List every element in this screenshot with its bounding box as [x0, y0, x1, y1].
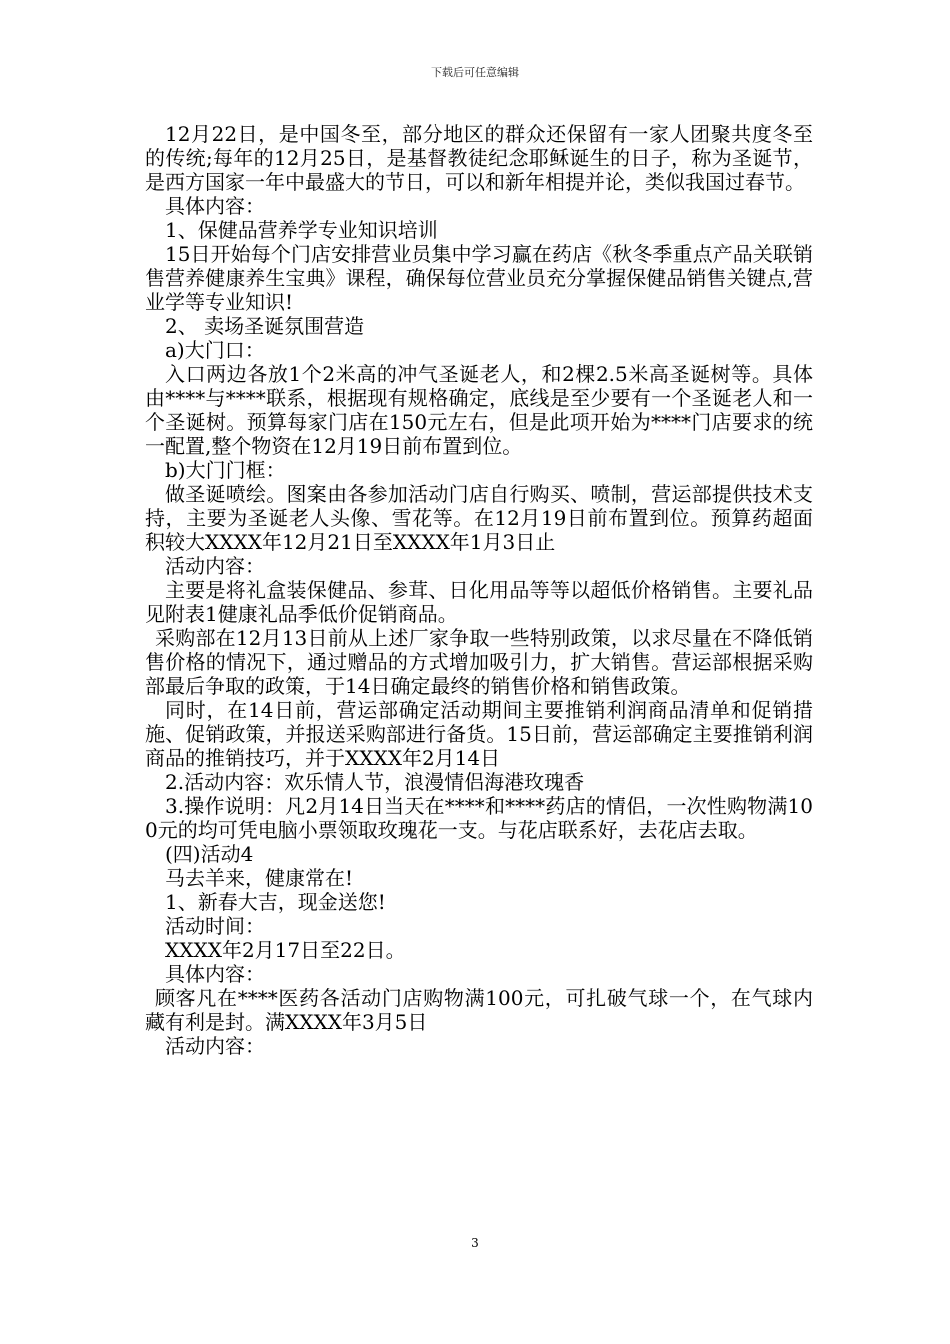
paragraph: 活动内容： [165, 1034, 265, 1058]
paragraph: 2.活动内容：欢乐情人节，浪漫情侣海港玫瑰香 [165, 770, 585, 794]
paragraph: 具体内容： [165, 962, 265, 986]
page-header: 下载后可任意编辑 [431, 66, 519, 79]
paragraph: a)大门口： [165, 338, 265, 362]
paragraph: 12月22日，是中国冬至，部分地区的群众还保留有一家人团聚共度冬至的传统;每年的12月25日，是基督教徒纪念耶稣诞生的日子，称为圣诞节，是西方国家一年中最盛大的节日，可以和新年相提并论，类似我国过春节。 [145, 122, 813, 194]
paragraph: 主要是将礼盒装保健品、参茸、日化用品等等以超低价格销售。主要礼品见附表1健康礼品季低价促销商品。 [145, 578, 813, 626]
paragraph: 采购部在12月13日前从上述厂家争取一些特别政策，以求尽量在不降低销售价格的情况下，通过赠品的方式增加吸引力，扩大销售。营运部根据采购部最后争取的政策，于14日确定最终的销售价格和销售政策。 [145, 626, 813, 698]
paragraph: 3.操作说明：凡2月14日当天在****和****药店的情侣，一次性购物满100元的均可凭电脑小票领取玫瑰花一支。与花店联系好，去花店去取。 [145, 794, 813, 842]
paragraph: XXXX年2月17日至22日。 [165, 938, 406, 962]
paragraph: 活动内容： [165, 554, 265, 578]
page-number: 3 [471, 1236, 479, 1250]
paragraph: 马去羊来，健康常在! [165, 866, 354, 890]
paragraph: 活动时间： [165, 914, 265, 938]
paragraph: 2、 卖场圣诞氛围营造 [165, 314, 365, 338]
paragraph: 具体内容： [165, 194, 265, 218]
paragraph: 顾客凡在****医药各活动门店购物满100元，可扎破气球一个，在气球内藏有利是封。满XXXX年3月5日 [145, 986, 813, 1034]
paragraph: (四)活动4 [165, 842, 254, 866]
paragraph: 15日开始每个门店安排营业员集中学习赢在药店《秋冬季重点产品关联销售营养健康养生宝典》课程，确保每位营业员充分掌握保健品销售关键点,营业学等专业知识! [145, 242, 813, 314]
paragraph: 入口两边各放1个2米高的冲气圣诞老人，和2棵2.5米高圣诞树等。具体由****与****联系，根据现有规格确定，底线是至少要有一个圣诞老人和一个圣诞树。预算每家门店在150元左右，但是此项开始为****门店要求的统一配置,整个物资在12月19日前布置到位。 [145, 362, 813, 458]
paragraph: 1、保健品营养学专业知识培训 [165, 218, 438, 242]
document-body [145, 122, 813, 1058]
paragraph: b)大门门框： [165, 458, 286, 482]
paragraph: 1、新春大吉，现金送您! [165, 890, 386, 914]
paragraph: 做圣诞喷绘。图案由各参加活动门店自行购买、喷制，营运部提供技术支持，主要为圣诞老人头像、雪花等。在12月19日前布置到位。预算药超面积较大XXXX年12月21日至XXXX年1月3日止 [145, 482, 813, 554]
paragraph: 同时，在14日前，营运部确定活动期间主要推销利润商品清单和促销措施、促销政策，并报送采购部进行备货。15日前，营运部确定主要推销利润商品的推销技巧，并于XXXX年2月14日 [145, 698, 813, 770]
